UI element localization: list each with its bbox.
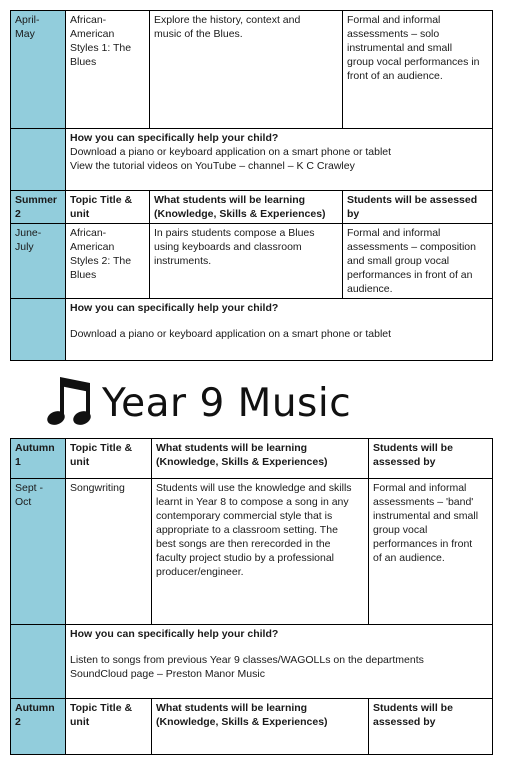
table-row [11,11,493,129]
assessment-cell: Formal and informal assessments – 'band' instrumental and small group vocal performances in front of an audience. [369,479,493,625]
term-header-cell: Autumn 1 [11,439,66,479]
learning-cell: Students will use the knowledge and skills learnt in Year 8 to compose a song in any contemporary commercial style that is appropriate to a classroom setting. The best songs are then rerecorded in the faculty project studio by a professional producer/engineer. [152,479,369,625]
section-title-text: Year 9 Music [102,380,352,426]
term-period-cell: June- July [11,224,66,299]
help-text: Download a piano or keyboard application on a smart phone or tablet View the tutorial videos on YouTube – channel – K C Crawley [70,146,392,172]
term-period-cell: Sept - Oct [11,479,66,625]
topic-header-cell: Topic Title & unit [66,439,152,479]
learning-header-cell: What students will be learning (Knowledge, Skills & Experiences) [152,439,369,479]
help-heading: How you can specifically help your child? [70,628,279,640]
side-cell [11,625,66,699]
table-header-row [11,439,493,479]
term-header-cell: Autumn 2 [11,699,66,755]
assessment-cell: Formal and informal assessments – solo instrumental and small group vocal performances in front of an audience. [343,11,493,129]
topic-cell: African- American Styles 1: The Blues [66,11,150,129]
help-heading: How you can specifically help your child? [70,132,279,144]
help-cell [66,625,493,699]
year8-curriculum-table [10,10,493,361]
learning-header-cell: What students will be learning (Knowledge, Skills & Experiences) [152,699,369,755]
term-header-cell: Summer 2 [11,191,66,224]
assessment-header-cell: Students will be assessed by [369,699,493,755]
learning-cell: Explore the history, context and music of the Blues. [150,11,343,129]
table-row [11,224,493,299]
assessment-header-cell: Students will be assessed by [343,191,493,224]
table-row [11,129,493,191]
side-cell [11,299,66,361]
help-text: Listen to songs from previous Year 9 classes/WAGOLLs on the departments SoundCloud page – Preston Manor Music [70,654,424,680]
help-cell [66,299,493,361]
music-note-icon [44,373,96,434]
year9-curriculum-table [10,438,493,755]
table-header-row [11,699,493,755]
topic-header-cell: Topic Title & unit [66,191,150,224]
help-text: Download a piano or keyboard application on a smart phone or tablet [70,328,392,340]
term-period-cell: April- May [11,11,66,129]
table-header-row [11,191,493,224]
table-row [11,479,493,625]
help-cell [66,129,493,191]
topic-header-cell: Topic Title & unit [66,699,152,755]
topic-cell: African- American Styles 2: The Blues [66,224,150,299]
table-row [11,299,493,361]
help-heading: How you can specifically help your child? [70,302,279,314]
topic-cell: Songwriting [66,479,152,625]
learning-header-cell: What students will be learning (Knowledge, Skills & Experiences) [150,191,343,224]
section-title [44,370,351,436]
assessment-cell: Formal and informal assessments – composition and small group vocal performances in front of an audience. [343,224,493,299]
table-row [11,625,493,699]
assessment-header-cell: Students will be assessed by [369,439,493,479]
learning-cell: In pairs students compose a Blues using keyboards and classroom instruments. [150,224,343,299]
side-cell [11,129,66,191]
